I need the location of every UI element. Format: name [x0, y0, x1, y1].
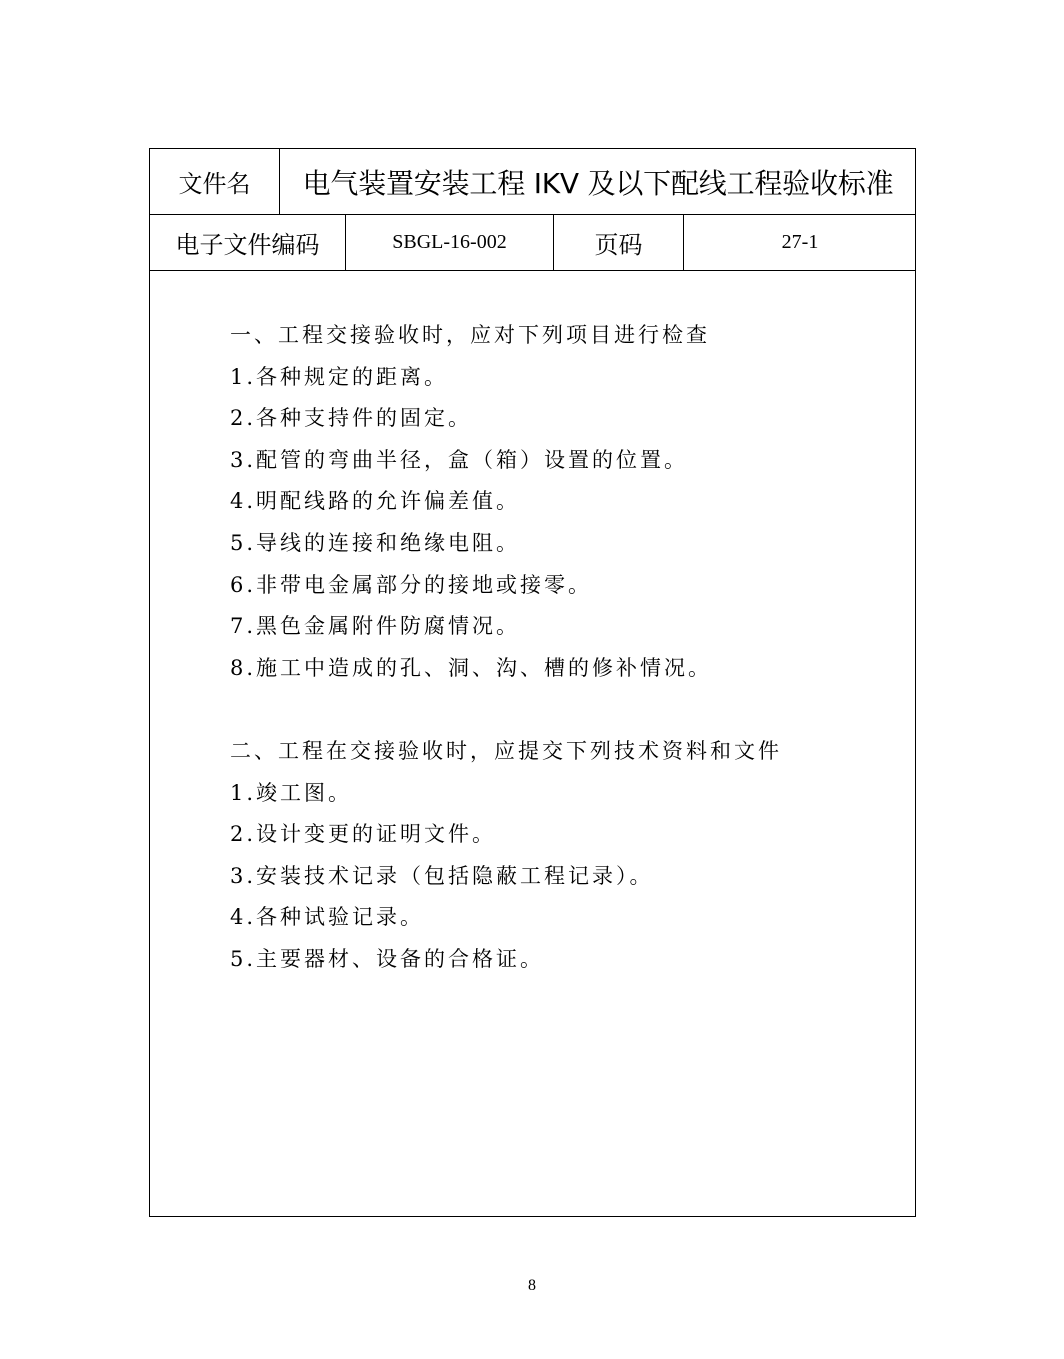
list-item: 8.施工中造成的孔、洞、沟、槽的修补情况。: [230, 655, 713, 680]
file-name-label-cell: [150, 149, 280, 214]
file-name-label: 文件名: [178, 170, 251, 198]
list-item: 2.各种支持件的固定。: [230, 406, 473, 431]
page-code-label: 页码: [594, 231, 643, 259]
e-file-code-label: 电子文件编码: [175, 231, 320, 259]
list-item: 7.黑色金属附件防腐情况。: [230, 614, 521, 639]
document-table: [149, 148, 916, 1217]
file-name-row: [150, 149, 915, 215]
section-heading: 一、工程交接验收时，应对下列项目进行检查: [230, 323, 710, 347]
list-item: 3.配管的弯曲半径，盒（箱）设置的位置。: [230, 447, 689, 472]
page-code-value: 27-1: [781, 231, 819, 253]
section-heading: 二、工程在交接验收时，应提交下列技术资料和文件: [230, 739, 782, 763]
file-code-row: [150, 215, 915, 271]
file-name-value-cell: [280, 149, 916, 214]
list-item: 1.各种规定的距离。: [230, 364, 449, 389]
list-item: 5.导线的连接和绝缘电阻。: [230, 530, 521, 555]
list-item: 5.主要器材、设备的合格证。: [230, 946, 545, 971]
list-item: 3.安装技术记录（包括隐蔽工程记录）。: [230, 863, 654, 888]
list-item: 4.各种试验记录。: [230, 905, 425, 930]
e-file-code-value-cell: [346, 215, 554, 270]
document-title: 电气装置安装工程 IKV 及以下配线工程验收标准: [302, 166, 894, 200]
document-body: [150, 271, 915, 1217]
list-item: 4.明配线路的允许偏差值。: [230, 489, 521, 514]
list-item: 6.非带电金属部分的接地或接零。: [230, 572, 593, 597]
documents-section: [230, 731, 890, 981]
list-item: 2.设计变更的证明文件。: [230, 822, 497, 847]
page-code-value-cell: [684, 215, 916, 270]
e-file-code-label-cell: [150, 215, 346, 270]
e-file-code-value: SBGL-16-002: [392, 231, 507, 253]
list-item: 1.竣工图。: [230, 780, 353, 805]
page-number: 8: [528, 1277, 536, 1294]
page-code-label-cell: [554, 215, 684, 270]
inspection-section: [230, 315, 890, 689]
